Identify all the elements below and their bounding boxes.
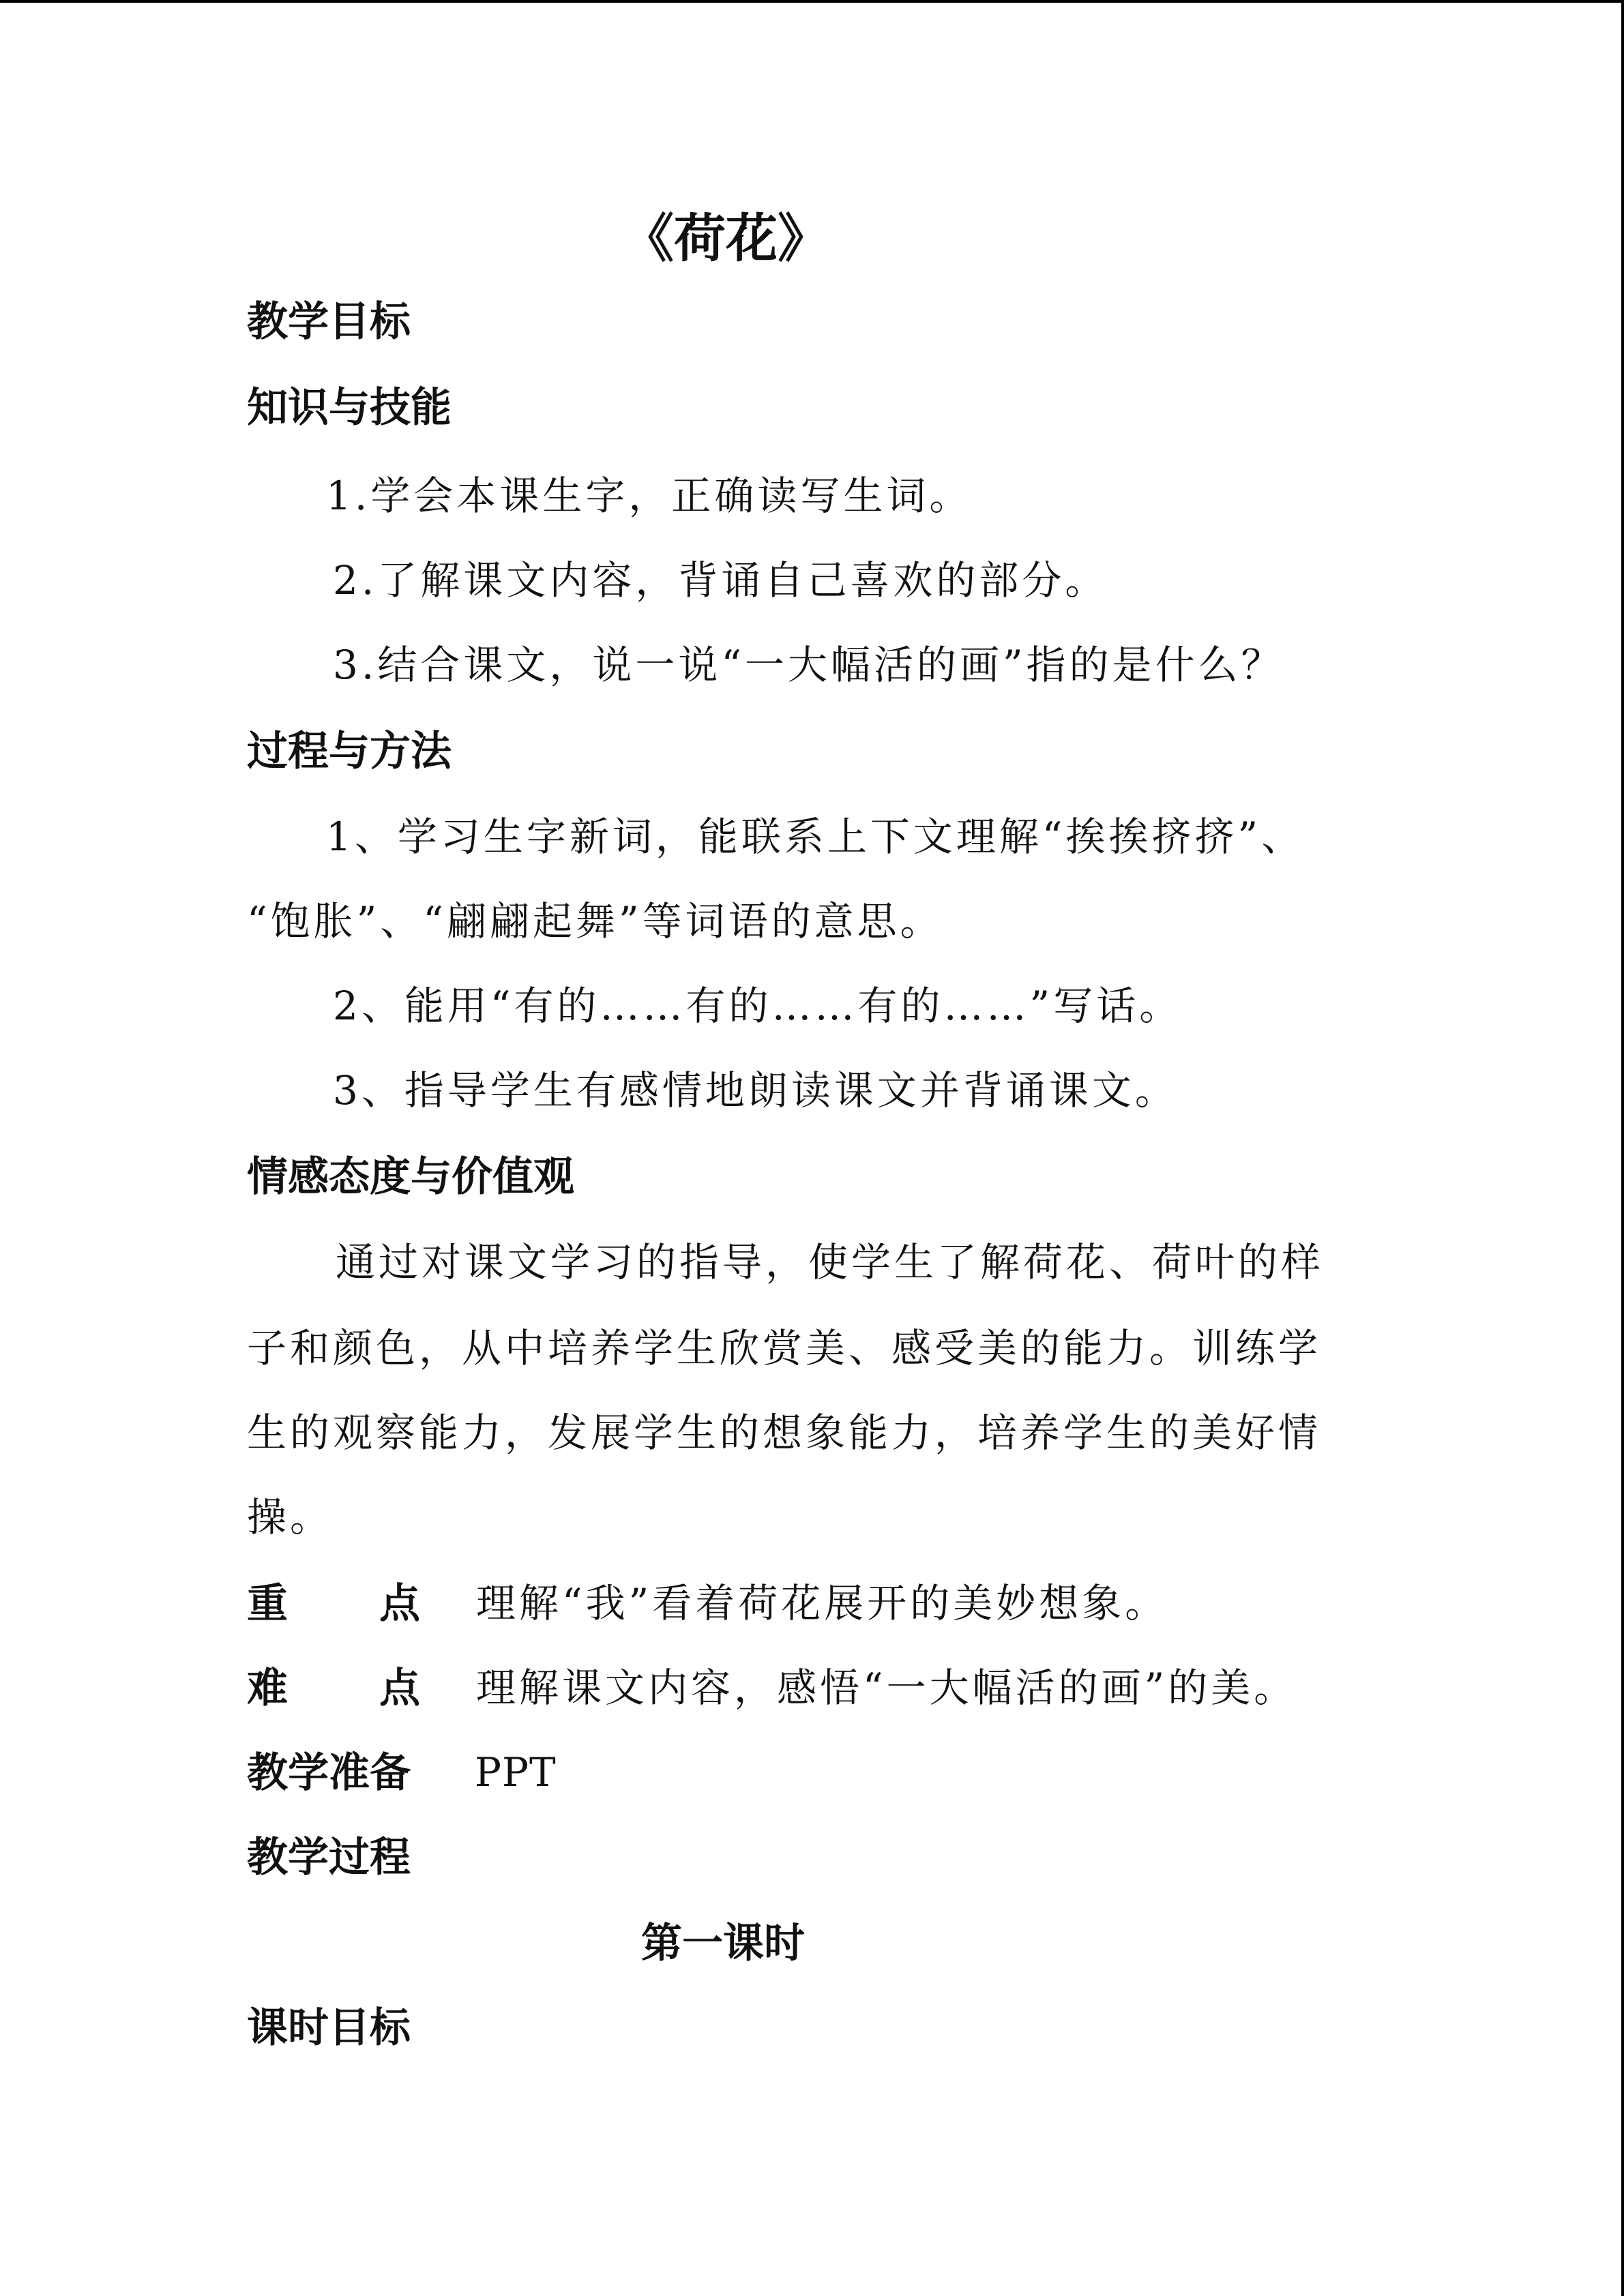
process-item-1-line-2: “饱胀”、“翩翩起舞”等词语的意思。 (247, 898, 943, 944)
process-method-heading: 过程与方法 (247, 728, 452, 775)
preparation-value: PPT (475, 1749, 557, 1795)
teaching-process-heading: 教学过程 (247, 1834, 411, 1881)
key-point-label-first-char: 重 (247, 1580, 288, 1628)
knowledge-item-1: 1.学会本课生字，正确读写生词。 (326, 473, 973, 519)
lesson-goals-heading: 课时目标 (247, 2004, 411, 2052)
difficulty-value: 理解课文内容，感悟“一大幅活的画”的美。 (476, 1665, 1297, 1711)
knowledge-item-2: 2.了解课文内容，背诵自己喜欢的部分。 (333, 557, 1108, 603)
emotion-paragraph-line-4: 操。 (247, 1494, 334, 1540)
page-border-right (1621, 0, 1624, 2296)
lesson-one-heading: 第一课时 (641, 1920, 805, 1967)
document-title: 《荷花》 (622, 208, 829, 269)
page-border-top (0, 0, 1624, 3)
difficulty-label-first-char: 难 (247, 1665, 288, 1712)
emotion-paragraph-line-2: 子和颜色，从中培养学生欣赏美、感受美的能力。训练学 (247, 1325, 1322, 1371)
emotion-paragraph-line-3: 生的观察能力，发展学生的想象能力，培养学生的美好情 (247, 1410, 1322, 1456)
key-point-value: 理解“我”看着荷花展开的美妙想象。 (476, 1580, 1168, 1626)
key-point-label-second-char: 点 (379, 1580, 420, 1628)
knowledge-item-3: 3.结合课文，说一说“一大幅活的画”指的是什么？ (333, 642, 1284, 688)
emotion-paragraph-line-1: 通过对课文学习的指导，使学生了解荷花、荷叶的样 (336, 1239, 1325, 1285)
teaching-goals-heading: 教学目标 (247, 298, 411, 346)
knowledge-skills-heading: 知识与技能 (247, 384, 452, 432)
emotion-values-heading: 情感态度与价值观 (247, 1153, 574, 1201)
preparation-label: 教学准备 (247, 1749, 411, 1797)
process-item-1-line-1: 1、学习生字新词，能联系上下文理解“挨挨挤挤”、 (326, 814, 1305, 860)
process-item-3: 3、指导学生有感情地朗读课文并背诵课文。 (333, 1067, 1178, 1114)
process-item-2: 2、能用“有的……有的……有的……”写话。 (333, 983, 1183, 1029)
difficulty-label-second-char: 点 (379, 1665, 420, 1712)
